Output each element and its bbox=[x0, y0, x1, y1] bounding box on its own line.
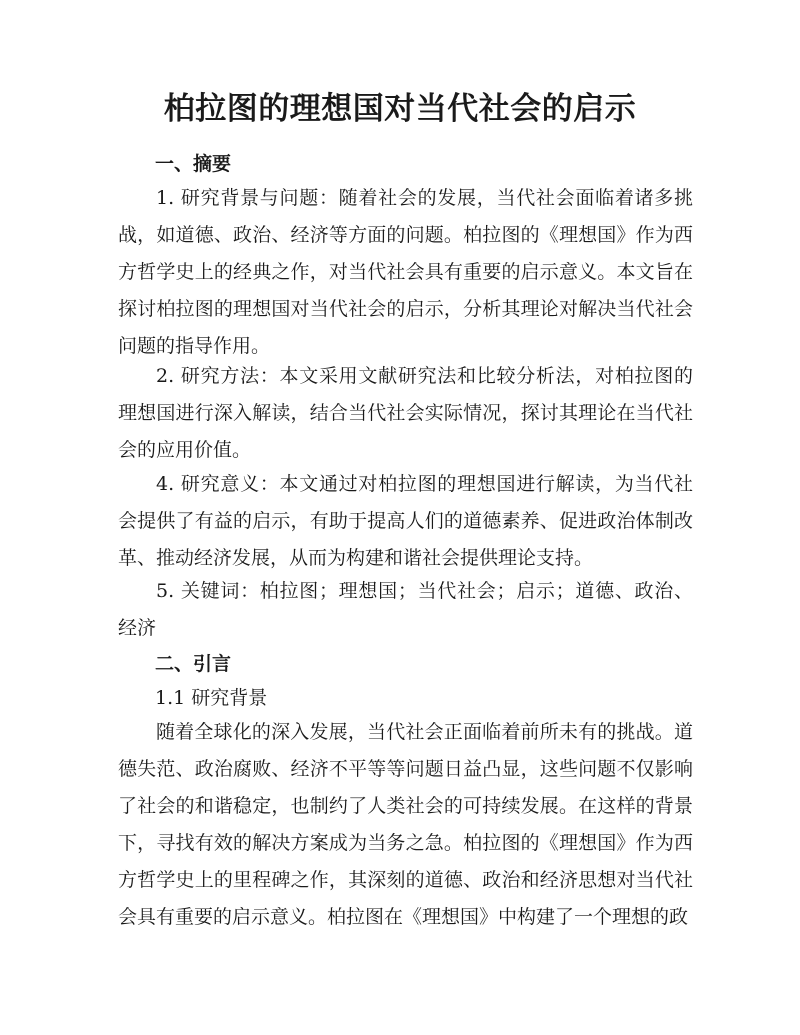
section-heading-introduction: 二、引言 bbox=[155, 653, 232, 675]
subsection-heading-background: 1.1 研究背景 bbox=[155, 687, 268, 709]
document-title: 柏拉图的理想国对当代社会的启示 bbox=[163, 91, 637, 127]
abstract-keywords: 5. 关键词：柏拉图；理想国；当代社会；启示；道德、政治、经济 bbox=[118, 580, 693, 639]
section-heading-abstract: 一、摘要 bbox=[155, 153, 232, 175]
abstract-paragraph-2: 2. 研究方法：本文采用文献研究法和比较分析法，对柏拉图的理想国进行深入解读，结合当代社会实际情况，探讨其理论在当代社会的应用价值。 bbox=[118, 365, 693, 461]
abstract-paragraph-4: 4. 研究意义：本文通过对柏拉图的理想国进行解读，为当代社会提供了有益的启示，有助于提高人们的道德素养、促进政治体制改革、推动经济发展，从而为构建和谐社会提供理论支持。 bbox=[118, 473, 693, 569]
abstract-paragraph-1: 1. 研究背景与问题：随着社会的发展，当代社会面临着诸多挑战，如道德、政治、经济等方面的问题。柏拉图的《理想国》作为西方哲学史上的经典之作，对当代社会具有重要的启示意义。本文旨在探讨柏拉图的理想国对当代社会的启示，分析其理论对解决当代社会问题的指导作用。 bbox=[118, 187, 693, 357]
introduction-paragraph-1: 随着全球化的深入发展，当代社会正面临着前所未有的挑战。道德失范、政治腐败、经济不平等等问题日益凸显，这些问题不仅影响了社会的和谐稳定，也制约了人类社会的可持续发展。在这样的背景下，寻找有效的解决方案成为当务之急。柏拉图的《理想国》作为西方哲学史上的里程碑之作，其深刻的道德、政治和经济思想对当代社会具有重要的启示意义。柏拉图在《理想国》中构建了一个理想的政 bbox=[118, 721, 693, 928]
